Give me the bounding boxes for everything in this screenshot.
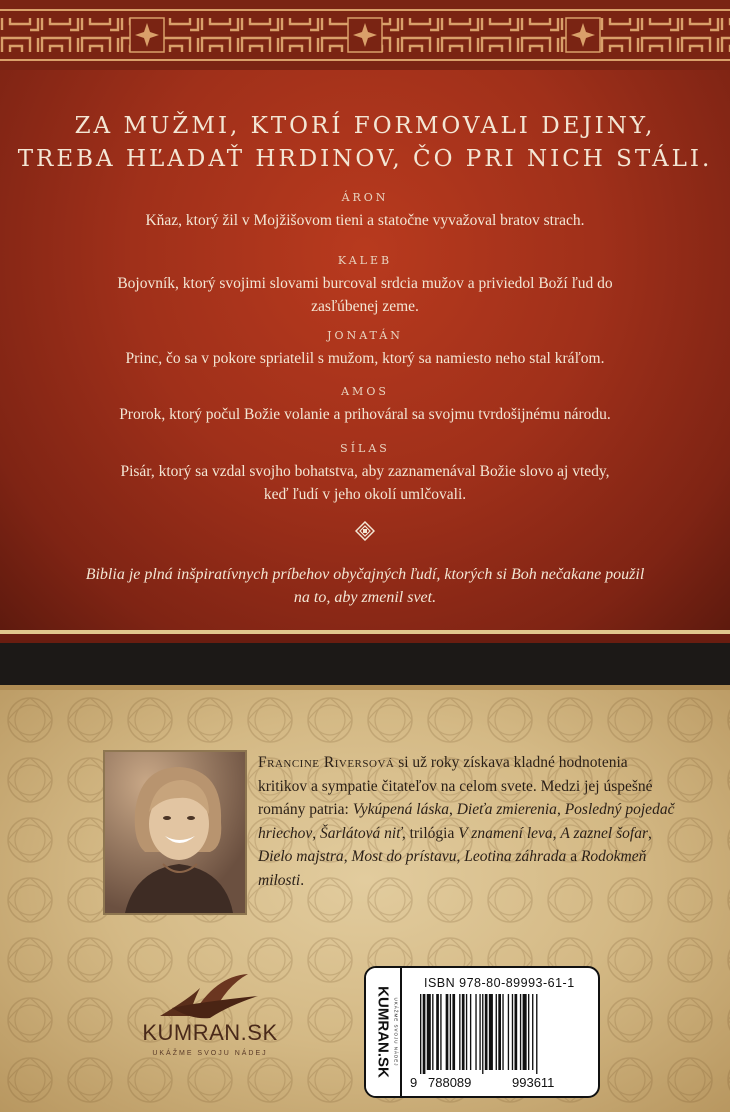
book-title: Šarlátová niť: [319, 824, 402, 842]
bio-separator: ,: [456, 848, 465, 865]
barcode-bar: [528, 994, 529, 1070]
bio-separator: ,: [556, 801, 565, 818]
barcode-digits-left: 788089: [428, 1075, 472, 1090]
kumran-bird-logo-icon: [130, 968, 290, 1023]
hero-entry: [110, 254, 620, 318]
bio-separator: ,: [312, 824, 320, 842]
hero-entry: [110, 385, 620, 426]
hero-entry: [110, 442, 620, 506]
hero-name: JONATÁN: [327, 329, 403, 342]
author-name: Francine Riversová: [258, 754, 395, 771]
hero-description: Princ, čo sa v pokore spriatelil s mužom, ktorý sa namiesto neho stal kráľom.: [125, 350, 605, 367]
greek-key-border: [0, 0, 730, 70]
barcode-bar: [420, 994, 421, 1074]
bio-separator: .: [300, 871, 305, 889]
barcode-bar: [470, 994, 471, 1070]
hero-entry: [110, 329, 620, 370]
bio-separator: ,: [448, 801, 457, 818]
bio-separator: ,: [343, 848, 352, 865]
headline-line-2: TREBA HĽADAŤ HRDINOV, ČO PRI NICH STÁLI.: [17, 146, 713, 172]
barcode-side-panel: [366, 968, 402, 1096]
bio-separator: ,: [552, 824, 561, 842]
barcode-bar: [475, 994, 476, 1070]
barcode-digits-right: 993611: [512, 1075, 555, 1090]
bio-separator: ,: [647, 824, 652, 842]
barcode-bar: [508, 994, 509, 1070]
bio-text: si už roky získava kladné hodnotenia kritikov a sympatie čitateľov na celom svete. Medzi jej úspešné romány patria:: [258, 754, 653, 818]
hero-name: ÁRON: [341, 191, 389, 204]
barcode-bar: [462, 994, 465, 1070]
hero-description: Prorok, ktorý počul Božie volanie a prihováral sa svojmu tvrdošijnému národu.: [119, 406, 611, 423]
barcode-bar: [532, 994, 533, 1070]
hero-description: Kňaz, ktorý žil v Mojžišovom tieni a statočne vyvažoval bratov strach.: [145, 212, 585, 229]
barcode-bars: [414, 994, 590, 1074]
book-title: Dieťa zmierenia: [456, 801, 557, 818]
barcode-bar: [489, 994, 493, 1070]
tagline: Biblia je plná inšpiratívnych príbehov obyčajných ľudí, ktorých si Boh nečakane použil na to, aby zmenil svet.: [85, 566, 645, 606]
barcode-bar: [520, 994, 521, 1070]
barcode-bar: [446, 994, 449, 1070]
barcode-bar: [479, 994, 480, 1070]
book-title: A zaznel šofar: [560, 824, 648, 842]
bio-separator: , trilógia: [401, 824, 459, 842]
barcode-bar: [427, 994, 431, 1070]
diamond-ornament-icon: [355, 521, 375, 541]
bio-separator: a: [566, 848, 581, 865]
book-title: Leotina záhrada: [464, 848, 567, 865]
book-title: Most do prístavu: [351, 848, 457, 865]
barcode-bar: [485, 994, 488, 1070]
publisher-name: KUMRAN.SK: [142, 1020, 278, 1045]
barcode-bar: [432, 994, 433, 1070]
author-portrait: [105, 752, 245, 913]
barcode-bar: [502, 994, 503, 1070]
barcode-bar: [482, 994, 483, 1074]
book-title: Posledný pojedač hriechov: [258, 801, 675, 842]
barcode-bar: [459, 994, 460, 1070]
hero-name: AMOS: [341, 385, 389, 398]
hero-entry: [110, 191, 620, 232]
book-title: Dielo majstra: [258, 848, 344, 865]
author-bio: [258, 751, 678, 892]
barcode-bar: [450, 994, 451, 1070]
barcode-bar: [440, 994, 441, 1070]
hero-name: KALEB: [337, 254, 393, 267]
isbn-number: ISBN 978-80-89993-61-1: [424, 976, 575, 990]
barcode-bar: [436, 994, 439, 1070]
headline-line-1: ZA MUŽMI, KTORÍ FORMOVALI DEJINY,: [74, 113, 656, 139]
barcode-digit-prefix: 9: [410, 1075, 418, 1090]
barcode-publisher-motto: UKÁŽME SVOJU NÁDEJ: [393, 997, 399, 1067]
black-band: [0, 643, 730, 685]
author-photo: [103, 750, 247, 915]
barcode-bar: [512, 994, 513, 1070]
barcode-publisher-name: KUMRAN.SK: [374, 986, 392, 1078]
barcode-bar: [496, 994, 497, 1070]
hero-description: Pisár, ktorý sa vzdal svojho bohatstva, aby zaznamenával Božie slovo aj vtedy, keď ľudí v jeho okolí umlčovali.: [120, 463, 610, 503]
publisher-motto: UKÁŽME SVOJU NÁDEJ: [152, 1050, 268, 1057]
book-title: Vykúpená láska: [352, 801, 449, 818]
book-title: V znamení leva: [458, 824, 553, 842]
book-title: Rodokmeň milosti: [258, 848, 647, 889]
barcode-label: [364, 966, 600, 1098]
red-stripe: [0, 634, 730, 643]
barcode-bar: [536, 994, 537, 1074]
hero-description: Bojovník, ktorý svojimi slovami burcoval srdcia mužov a priviedol Boží ľud do zasľúbenej zeme.: [117, 275, 613, 315]
barcode-bar: [523, 994, 527, 1070]
barcode-bar: [452, 994, 455, 1070]
hero-name: SÍLAS: [340, 442, 390, 455]
barcode-bar: [498, 994, 501, 1070]
barcode-bar: [423, 994, 426, 1074]
barcode-bar: [466, 994, 467, 1070]
barcode-bar: [515, 994, 518, 1070]
